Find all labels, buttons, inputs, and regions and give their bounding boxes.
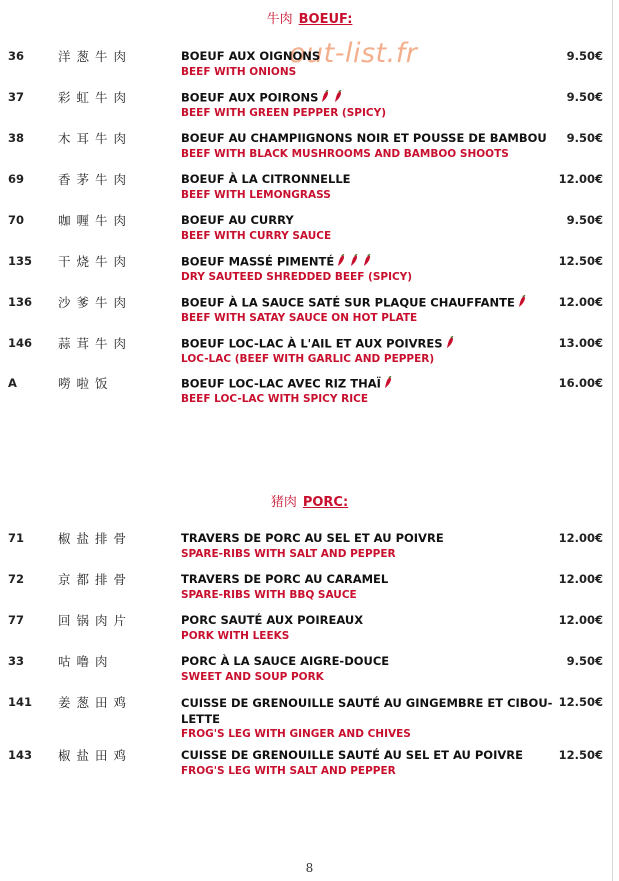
watermark: out-list.fr: [289, 38, 418, 69]
item-french-name: BOEUF LOC-LAC AVEC RIZ THAÏ: [181, 376, 381, 391]
chili-pepper-icon: [446, 336, 456, 352]
item-chinese-name: 干烧牛肉: [58, 254, 133, 269]
chili-pepper-icon: [337, 254, 347, 270]
item-english-name: BEEF WITH CURRY SAUCE: [181, 230, 332, 242]
item-english-name: BEEF WITH BLACK MUSHROOMS AND BAMBOO SHOOTS: [181, 148, 509, 160]
chili-pepper-icon: [334, 90, 344, 106]
item-french-name-row: [181, 254, 373, 270]
item-chinese-name: 木耳牛肉: [58, 131, 133, 146]
item-chinese-name: 香茅牛肉: [58, 172, 133, 187]
menu-item: [0, 49, 619, 85]
item-french-name: CUISSE DE GRENOUILLE SAUTÉ AU SEL ET AU POIVRE: [181, 748, 523, 762]
item-french-name: PORC SAUTÉ AUX POIREAUX: [181, 613, 364, 627]
item-number: 70: [8, 213, 25, 227]
item-english-name: BEEF WITH GREEN PEPPER (SPICY): [181, 107, 387, 119]
item-chinese-name: 洋葱牛肉: [58, 49, 133, 64]
item-chinese-name: 蒜茸牛肉: [58, 336, 133, 351]
item-chinese-name: 嘮啦饭: [58, 376, 114, 391]
item-chinese-name: 彩虹牛肉: [58, 90, 133, 105]
menu-item: [0, 254, 619, 290]
menu-item: [0, 295, 619, 331]
item-price: 12.00€: [558, 613, 603, 627]
item-chinese-name: 回锅肉片: [58, 613, 133, 628]
item-english-name: SWEET AND SOUP PORK: [181, 671, 324, 683]
item-french-name: TRAVERS DE PORC AU CARAMEL: [181, 572, 389, 586]
chili-pepper-icon: [350, 254, 360, 270]
item-number: 141: [8, 695, 33, 709]
item-price: 16.00€: [558, 376, 603, 390]
page-number: 8: [305, 861, 314, 875]
menu-item: [0, 695, 619, 745]
item-chinese-name: 姜葱田鸡: [58, 695, 133, 710]
item-french-name-row: [181, 295, 528, 311]
item-number: A: [8, 376, 17, 390]
item-english-name: BEEF LOC-LAC WITH SPICY RICE: [181, 393, 368, 405]
item-chinese-name: 沙爹牛肉: [58, 295, 133, 310]
item-french-name: BOEUF À LA CITRONNELLE: [181, 172, 351, 186]
item-price: 9.50€: [566, 49, 603, 63]
chili-pepper-icon: [518, 295, 528, 311]
menu-item: [0, 613, 619, 649]
menu-item: [0, 172, 619, 208]
item-english-name: SPARE-RIBS WITH BBQ SAUCE: [181, 589, 357, 601]
item-price: 12.00€: [558, 572, 603, 586]
section-title-zh: 猪肉: [270, 495, 297, 510]
item-price: 9.50€: [566, 90, 603, 104]
item-english-name: SPARE-RIBS WITH SALT AND PEPPER: [181, 548, 396, 560]
menu-item: [0, 572, 619, 608]
item-french-name: BOEUF AUX POIRONS: [181, 90, 319, 105]
section-title-fr: BOEUF:: [298, 12, 353, 27]
menu-item: [0, 336, 619, 372]
section-title-porc: [0, 491, 619, 510]
menu-item: [0, 748, 619, 784]
item-number: 71: [8, 531, 25, 545]
item-french-name: CUISSE DE GRENOUILLE SAUTÉ AU GINGEMBRE ET CIBOU-LETTE: [181, 696, 553, 726]
item-french-name-row: [181, 376, 394, 392]
item-english-name: DRY SAUTEED SHREDDED BEEF (SPICY): [181, 271, 413, 283]
item-french-name: PORC À LA SAUCE AIGRE-DOUCE: [181, 654, 390, 668]
item-chinese-name: 椒盐田鸡: [58, 748, 133, 763]
item-chinese-name: 咖喱牛肉: [58, 213, 133, 228]
menu-item: [0, 376, 619, 412]
section-title-boeuf: [0, 8, 619, 27]
item-chinese-name: 椒盐排骨: [58, 531, 133, 546]
item-english-name: LOC-LAC (BEEF WITH GARLIC AND PEPPER): [181, 353, 435, 365]
chili-pepper-icon: [384, 376, 394, 392]
item-number: 143: [8, 748, 33, 762]
chili-pepper-icon: [363, 254, 373, 270]
item-price: 12.50€: [558, 254, 603, 268]
item-french-name: BOEUF À LA SAUCE SATÉ SUR PLAQUE CHAUFFANTE: [181, 295, 515, 310]
item-price: 9.50€: [566, 213, 603, 227]
item-price: 12.00€: [558, 531, 603, 545]
item-french-name-row: [181, 90, 344, 106]
item-french-name: BOEUF MASSÉ PIMENTÉ: [181, 254, 335, 269]
item-french-name-row: [181, 336, 456, 352]
item-english-name: PORK WITH LEEKS: [181, 630, 290, 642]
item-number: 146: [8, 336, 33, 350]
item-number: 36: [8, 49, 25, 63]
item-chinese-name: 京都排骨: [58, 572, 133, 587]
item-number: 38: [8, 131, 25, 145]
item-french-name: BOEUF AU CURRY: [181, 213, 294, 227]
chili-pepper-icon: [321, 90, 331, 106]
item-french-name: BOEUF LOC-LAC À L'AIL ET AUX POIVRES: [181, 336, 443, 351]
item-price: 13.00€: [558, 336, 603, 350]
section-title-zh: 牛肉: [266, 12, 293, 27]
item-english-name: BEEF WITH SATAY SAUCE ON HOT PLATE: [181, 312, 418, 324]
item-number: 37: [8, 90, 25, 104]
section-title-fr: PORC:: [302, 495, 349, 510]
item-french-name: BOEUF AU CHAMPIIGNONS NOIR ET POUSSE DE BAMBOU: [181, 131, 547, 145]
item-price: 12.00€: [558, 295, 603, 309]
item-number: 136: [8, 295, 33, 309]
item-price: 12.50€: [558, 748, 603, 762]
menu-item: [0, 131, 619, 167]
item-number: 135: [8, 254, 33, 268]
menu-item: [0, 531, 619, 567]
item-number: 69: [8, 172, 25, 186]
item-price: 12.50€: [558, 695, 603, 709]
item-english-name: BEEF WITH ONIONS: [181, 66, 297, 78]
item-chinese-name: 咕噜肉: [58, 654, 114, 669]
menu-item: [0, 213, 619, 249]
item-number: 72: [8, 572, 25, 586]
item-english-name: FROG'S LEG WITH GINGER AND CHIVES: [181, 728, 411, 740]
item-french-name: TRAVERS DE PORC AU SEL ET AU POIVRE: [181, 531, 444, 545]
item-price: 9.50€: [566, 131, 603, 145]
menu-item: [0, 90, 619, 126]
item-price: 9.50€: [566, 654, 603, 668]
item-price: 12.00€: [558, 172, 603, 186]
item-english-name: BEEF WITH LEMONGRASS: [181, 189, 331, 201]
menu-item: [0, 654, 619, 690]
item-number: 77: [8, 613, 25, 627]
item-english-name: FROG'S LEG WITH SALT AND PEPPER: [181, 765, 396, 777]
item-number: 33: [8, 654, 25, 668]
item-french-name: BOEUF AUX OIGNONS: [181, 49, 321, 63]
